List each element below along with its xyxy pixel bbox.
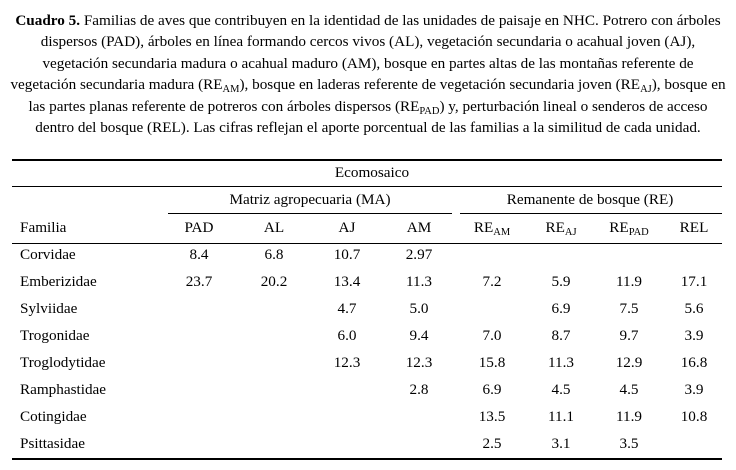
caption-text-1: Familias de aves que contribuyen en la identidad de las unidades de paisaje en NHC. Potrero con árboles dispersos (PAD), árboles en línea formando cercos vivos (AL), vegetación secundaria o acahual joven (AJ), vegetación secundaria madura o acahual maduro (AM), bosque en partes altas de las montañas referente de vegetación secundaria madura (RE xyxy=(10,12,721,94)
value-cell: 11.9 xyxy=(615,273,643,290)
value-cell: 6.0 xyxy=(337,327,357,344)
family-name-cell: Ramphastidae xyxy=(20,381,107,398)
value-cell: 13.5 xyxy=(478,408,506,425)
value-cell: 20.2 xyxy=(260,273,288,290)
value-cell: 5.6 xyxy=(684,300,704,317)
column-header-al: AL xyxy=(263,219,285,236)
value-cell: 5.0 xyxy=(409,300,429,317)
value-cell: 11.9 xyxy=(615,408,643,425)
value-cell: 9.4 xyxy=(409,327,429,344)
group-rule-ma xyxy=(168,213,452,214)
value-cell: 7.0 xyxy=(482,327,502,344)
table-caption xyxy=(8,10,728,138)
value-cell: 10.7 xyxy=(333,246,361,263)
column-header-pad: PAD xyxy=(184,219,214,236)
ecomosaico-header: Ecomosaico xyxy=(334,164,410,181)
ecomosaico-rule xyxy=(12,186,722,187)
value-cell: 12.3 xyxy=(405,354,433,371)
caption-sub-3: PAD xyxy=(419,105,440,117)
value-cell: 2.97 xyxy=(405,246,433,263)
value-cell: 9.7 xyxy=(619,327,639,344)
value-cell: 11.3 xyxy=(405,273,433,290)
value-cell: 13.4 xyxy=(333,273,361,290)
value-cell: 6.9 xyxy=(551,300,571,317)
group-header-ma: Matriz agropecuaria (MA) xyxy=(229,191,391,208)
table-top-rule xyxy=(12,159,722,161)
family-name-cell: Emberizidae xyxy=(20,273,97,290)
value-cell: 8.7 xyxy=(551,327,571,344)
column-header-repad: $RE_{PAD}$ xyxy=(609,219,649,238)
value-cell: 10.8 xyxy=(680,408,708,425)
value-cell: 15.8 xyxy=(478,354,506,371)
family-name-cell: Psittasidae xyxy=(20,435,85,452)
value-cell: 16.8 xyxy=(680,354,708,371)
family-name-cell: Cotingidae xyxy=(20,408,87,425)
column-header-rel: REL xyxy=(679,219,709,236)
caption-label: Cuadro 5. xyxy=(15,12,81,29)
caption-text-2: ), bosque en laderas referente de vegetación secundaria joven (RE xyxy=(239,76,641,94)
value-cell: 3.9 xyxy=(684,381,704,398)
column-header-am: AM xyxy=(406,219,432,236)
group-header-re: Remanente de bosque (RE) xyxy=(506,191,674,208)
caption-sub-1: AM xyxy=(222,84,240,96)
value-cell: 3.5 xyxy=(619,435,639,452)
value-cell: 4.5 xyxy=(619,381,639,398)
value-cell: 7.2 xyxy=(482,273,502,290)
value-cell: 11.1 xyxy=(547,408,575,425)
value-cell: 12.3 xyxy=(333,354,361,371)
value-cell: 11.3 xyxy=(547,354,575,371)
family-name-cell: Trogonidae xyxy=(20,327,90,344)
value-cell: 2.8 xyxy=(409,381,429,398)
value-cell: 3.9 xyxy=(684,327,704,344)
family-column-header: Familia xyxy=(20,219,67,236)
value-cell: 7.5 xyxy=(619,300,639,317)
value-cell: 12.9 xyxy=(615,354,643,371)
value-cell: 6.9 xyxy=(482,381,502,398)
family-name-cell: Sylviidae xyxy=(20,300,78,317)
value-cell: 4.7 xyxy=(337,300,357,317)
caption-text-3: ), bosque en las partes planas referente de potreros con árboles dispersos (RE xyxy=(28,76,726,115)
group-rule-re xyxy=(460,213,722,214)
caption-text-4: ) y, perturbación lineal o senderos de acceso dentro del bosque (REL). Las cifras reflejan el aporte porcentual de las familias a la similitud de cada unidad. xyxy=(35,97,708,137)
value-cell: 5.9 xyxy=(551,273,571,290)
value-cell: 4.5 xyxy=(551,381,571,398)
family-name-cell: Troglodytidae xyxy=(20,354,106,371)
column-header-reaj: $RE_{AJ}$ xyxy=(545,219,577,238)
value-cell: 3.1 xyxy=(551,435,571,452)
family-name-cell: Corvidae xyxy=(20,246,76,263)
column-header-aj: AJ xyxy=(338,219,356,236)
value-cell: 17.1 xyxy=(680,273,708,290)
value-cell: 2.5 xyxy=(482,435,502,452)
caption-sub-2: AJ xyxy=(640,84,652,96)
column-header-ream: $RE_{AM}$ xyxy=(473,219,511,238)
value-cell: 6.8 xyxy=(264,246,284,263)
header-bottom-rule xyxy=(12,243,722,244)
table-bottom-rule xyxy=(12,458,722,460)
value-cell: 23.7 xyxy=(185,273,213,290)
value-cell: 8.4 xyxy=(189,246,209,263)
